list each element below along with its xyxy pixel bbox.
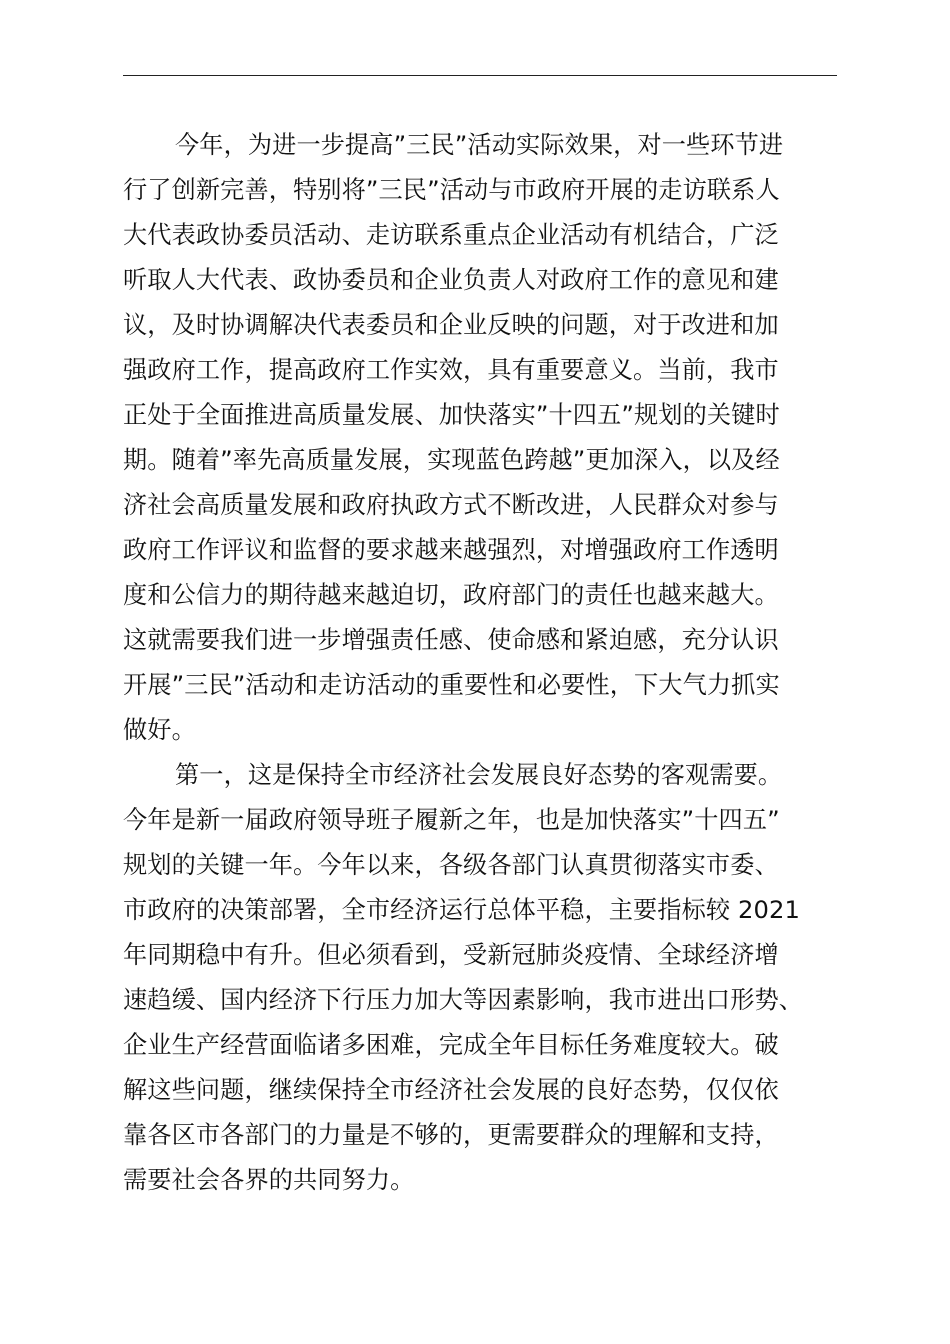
text-line: 政府工作评议和监督的要求越来越强烈，对增强政府工作透明 [123,536,779,564]
text-line: 规划的关键一年。今年以来，各级各部门认真贯彻落实市委、 [123,851,779,879]
text-line: 第一，这是保持全市经济社会发展良好态势的客观需要。 [175,761,783,789]
text-line: 企业生产经营面临诸多困难，完成全年目标任务难度较大。破 [123,1031,779,1059]
text-line: 度和公信力的期待越来越迫切，政府部门的责任也越来越大。 [123,581,779,609]
text-line: 今年是新一届政府领导班子履新之年，也是加快落实”十四五” [123,806,780,834]
text-line: 行了创新完善，特别将”三民”活动与市政府开展的走访联系人 [123,176,780,204]
text-line: 开展”三民”活动和走访活动的重要性和必要性，下大气力抓实 [123,671,780,699]
text-line: 正处于全面推进高质量发展、加快落实”十四五”规划的关键时 [123,401,780,429]
text-line: 市政府的决策部署，全市经济运行总体平稳，主要指标较 2021 [123,896,800,924]
text-line: 期。随着”率先高质量发展，实现蓝色跨越”更加深入，以及经 [123,446,780,474]
text-line: 需要社会各界的共同努力。 [123,1166,415,1194]
text-line: 速趋缓、国内经济下行压力加大等因素影响，我市进出口形势、 [123,986,804,1014]
paragraph-1 [123,123,839,753]
text-line: 今年，为进一步提高”三民”活动实际效果，对一些环节进 [175,131,784,159]
header-rule [123,75,837,76]
text-line: 解这些问题，继续保持全市经济社会发展的良好态势，仅仅依 [123,1076,779,1104]
text-line: 做好。 [123,716,196,744]
paragraph-2 [123,753,839,1203]
text-line: 年同期稳中有升。但必须看到，受新冠肺炎疫情、全球经济增 [123,941,779,969]
text-line: 大代表政协委员活动、走访联系重点企业活动有机结合，广泛 [123,221,779,249]
text-line: 议，及时协调解决代表委员和企业反映的问题，对于改进和加 [123,311,779,339]
document-body [123,123,839,1203]
text-line: 靠各区市各部门的力量是不够的，更需要群众的理解和支持， [123,1121,779,1149]
text-line: 强政府工作，提高政府工作实效，具有重要意义。当前，我市 [123,356,779,384]
text-line: 这就需要我们进一步增强责任感、使命感和紧迫感，充分认识 [123,626,779,654]
text-line: 济社会高质量发展和政府执政方式不断改进，人民群众对参与 [123,491,779,519]
text-line: 听取人大代表、政协委员和企业负责人对政府工作的意见和建 [123,266,779,294]
